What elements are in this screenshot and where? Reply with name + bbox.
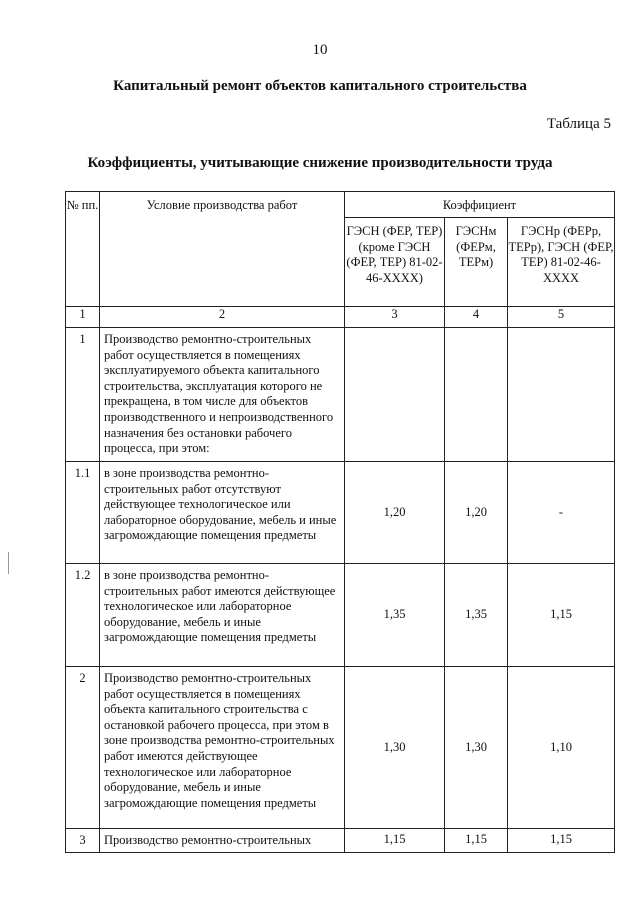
header-col5: ГЭСНр (ФЕРр, ТЕРр), ГЭСН (ФЕР, ТЕР) 81-02-46-XXXX — [508, 218, 615, 307]
row-condition: в зоне производства ремонтно-строительных работ отсутствуют действующее технологическое или лабораторное оборудование, мебель и иные загромождающие помещения предметы — [100, 462, 345, 564]
row-value-col4 — [445, 328, 508, 462]
row-value-col3: 1,20 — [345, 462, 445, 564]
table-caption: Коэффициенты, учитывающие снижение производительности труда — [87, 155, 553, 171]
header-row — [66, 192, 615, 218]
column-number: 1 — [66, 307, 100, 328]
row-value-col5: 1,15 — [508, 564, 615, 667]
column-number: 2 — [100, 307, 345, 328]
table-row — [66, 462, 615, 564]
row-value-col4: 1,35 — [445, 564, 508, 667]
row-number: 1.2 — [66, 564, 100, 667]
row-value-col4: 1,20 — [445, 462, 508, 564]
row-value-col3: 1,15 — [345, 829, 445, 853]
header-col3: ГЭСН (ФЕР, ТЕР) (кроме ГЭСН (ФЕР, ТЕР) 81-02-46-XXXX) — [345, 218, 445, 307]
column-number: 4 — [445, 307, 508, 328]
row-value-col5: - — [508, 462, 615, 564]
row-condition: в зоне производства ремонтно-строительных работ имеются действующее технологическое или лабораторное оборудование, мебель и иные загромождающие помещения предметы — [100, 564, 345, 667]
row-value-col5: 1,15 — [508, 829, 615, 853]
page-number: 10 — [312, 42, 328, 58]
table-row — [66, 667, 615, 829]
row-value-col3 — [345, 328, 445, 462]
header-no: № пп. — [66, 192, 100, 307]
margin-mark — [8, 552, 9, 574]
table-row — [66, 829, 615, 853]
header-col4: ГЭСНм (ФЕРм, ТЕРм) — [445, 218, 508, 307]
header-coefficient: Коэффициент — [345, 192, 615, 218]
coefficients-table — [65, 191, 615, 853]
row-value-col3: 1,35 — [345, 564, 445, 667]
row-value-col5: 1,10 — [508, 667, 615, 829]
table-row — [66, 564, 615, 667]
column-number-row — [66, 307, 615, 328]
table-label: Таблица 5 — [546, 116, 611, 132]
row-number: 1.1 — [66, 462, 100, 564]
row-number: 1 — [66, 328, 100, 462]
column-number: 5 — [508, 307, 615, 328]
row-value-col4: 1,30 — [445, 667, 508, 829]
document-title: Капитальный ремонт объектов капитального строительства — [113, 78, 527, 94]
row-condition: Производство ремонтно-строительных работ осуществляется в помещениях объекта капитального строительства с остановкой рабочего процесса, при этом в зоне производства ремонтно-строительных работ имеются действующее технологическое или лабораторное оборудование, мебель и иные загромождающие помещения предметы — [100, 667, 345, 829]
row-value-col5 — [508, 328, 615, 462]
column-number: 3 — [345, 307, 445, 328]
row-condition: Производство ремонтно-строительных работ осуществляется в помещениях эксплуатируемого объекта капитального строительства, эксплуатация которого не прекращена, в том числе для объектов производственного и непроизводственного назначения без остановки рабочего процесса, при этом: — [100, 328, 345, 462]
row-value-col3: 1,30 — [345, 667, 445, 829]
row-value-col4: 1,15 — [445, 829, 508, 853]
table-row — [66, 328, 615, 462]
row-number: 2 — [66, 667, 100, 829]
header-condition: Условие производства работ — [100, 192, 345, 307]
row-condition: Производство ремонтно-строительных — [100, 829, 345, 853]
row-number: 3 — [66, 829, 100, 853]
